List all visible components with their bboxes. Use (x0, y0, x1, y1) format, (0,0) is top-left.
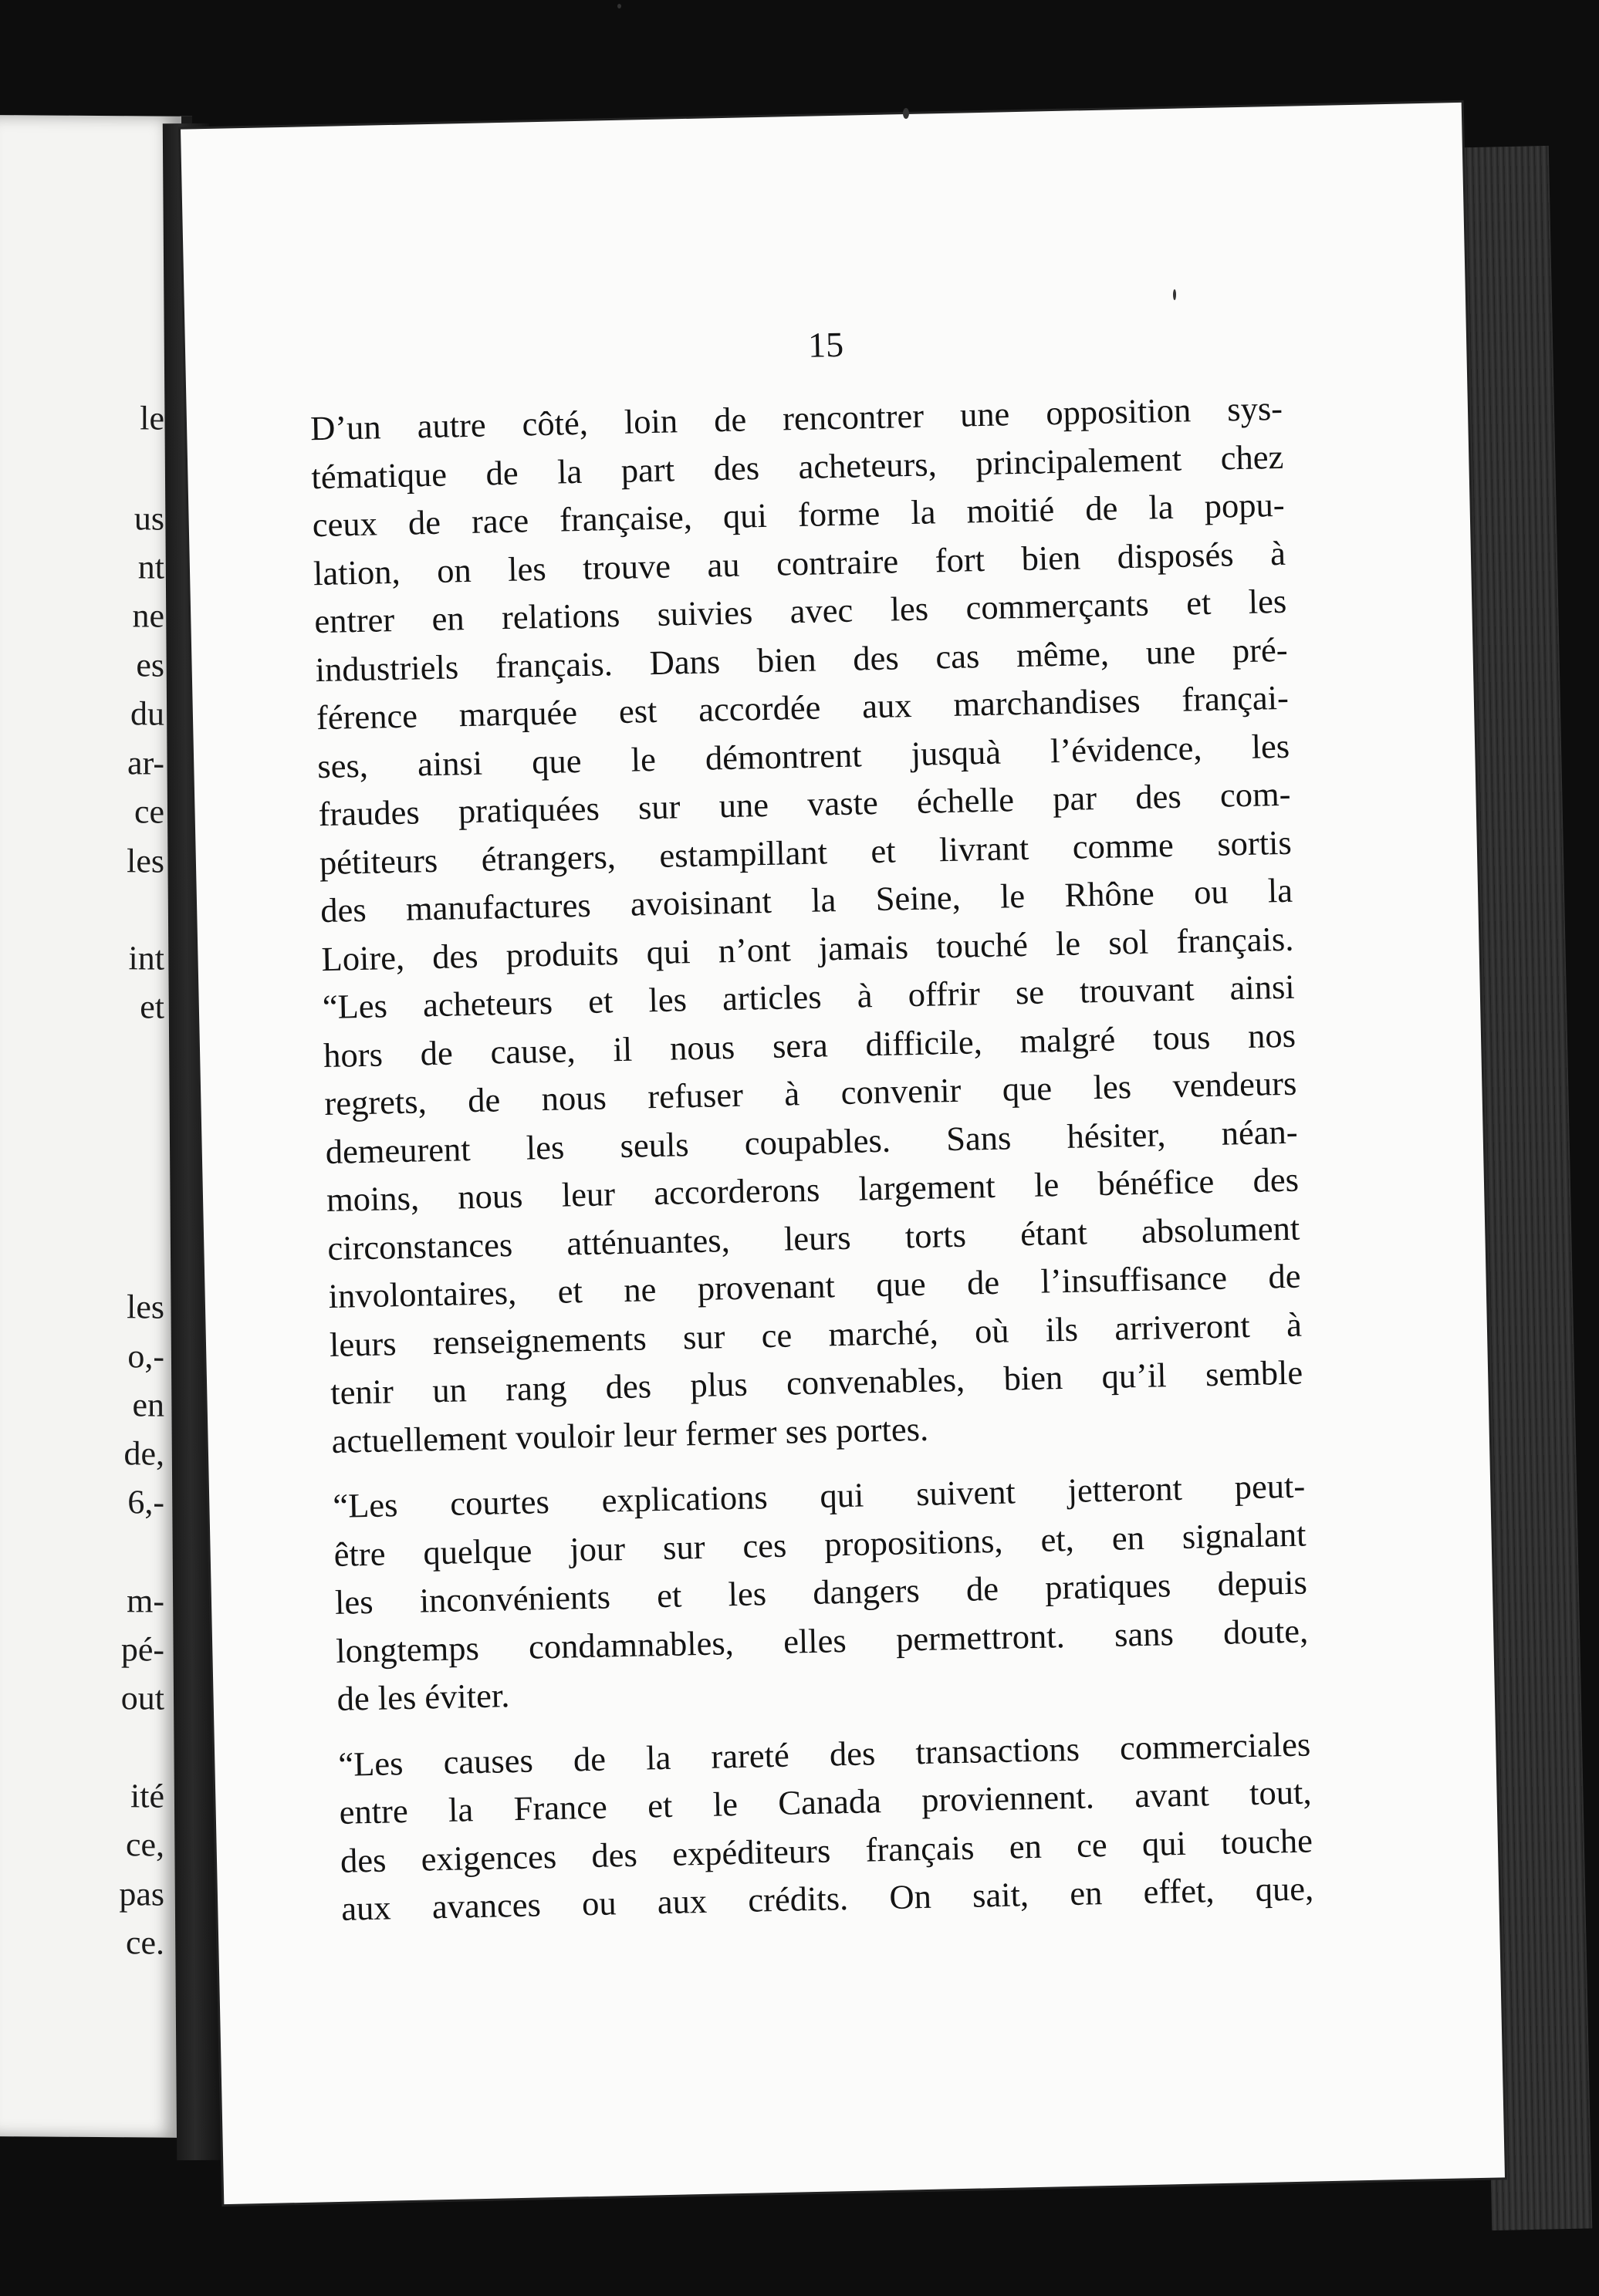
text-line: involontaires, et ne provenant que de l’insuffisance de (328, 1256, 1301, 1315)
previous-page-fragment: ar- (127, 744, 164, 782)
previous-page-fragment: int (128, 939, 164, 977)
text-line: “Les courtes explications qui suivent jetteront peut- (332, 1466, 1306, 1525)
previous-page-fragment: pé- (120, 1630, 164, 1669)
text-line: pétiteurs étrangers, estampillant et livrant comme sortis (319, 822, 1293, 882)
text-line: demeurent les seuls coupables. Sans hésiter, néan- (325, 1112, 1299, 1171)
text-line: de les éviter. (336, 1676, 510, 1718)
text-line: industriels français. Dans bien des cas même, une pré- (315, 630, 1288, 689)
text-line: leurs renseignements sur ce marché, où ils arriveront à (329, 1305, 1303, 1364)
text-line: longtemps condamnables, elles permettront. sans doute, (335, 1611, 1309, 1670)
previous-page-fragment: es (136, 646, 164, 684)
previous-page-fragment: m- (127, 1582, 164, 1620)
text-line: tématique de la part des acheteurs, principalement chez (310, 437, 1284, 496)
page-number: 15 (807, 324, 844, 365)
paragraph (338, 1720, 1314, 1933)
text-line: férence marquée est accordée aux marchandises françai- (316, 677, 1290, 738)
text-line: entrer en relations suivies avec les commerçants et les (313, 581, 1287, 641)
previous-page-fragment: le (140, 399, 164, 437)
previous-page-fragment: de, (123, 1434, 164, 1473)
text-line: tenir un rang des plus convenables, bien qu’il semble (330, 1352, 1303, 1412)
text-line: être quelque jour sur ces propositions, et, en signalant (333, 1514, 1307, 1574)
scan-speck (617, 4, 621, 8)
previous-page-fragment: ité (130, 1777, 164, 1815)
text-line: des exigences des expéditeurs français en ce qui touche (340, 1820, 1313, 1880)
previous-page-fragment: 6,- (127, 1483, 164, 1521)
text-line: entre la France et le Canada proviennent. avant tout, (339, 1772, 1312, 1832)
text-line: regrets, de nous refuser à convenir que les vendeurs (323, 1063, 1297, 1123)
previous-page-fragment: us (134, 499, 164, 538)
previous-page-fragment: ne (132, 596, 164, 635)
previous-page-fragment: et (140, 988, 164, 1026)
paragraph (333, 1462, 1310, 1724)
text-line: circonstances atténuantes, leurs torts étant absolument (326, 1208, 1300, 1268)
previous-page-fragment: o,- (127, 1337, 164, 1376)
previous-page-fragment: les (127, 1288, 164, 1326)
text-line: les inconvénients et les dangers de pratiques depuis (334, 1562, 1308, 1622)
text-line: ceux de race française, qui forme la moitié de la popu- (312, 485, 1286, 545)
paragraph (310, 384, 1294, 983)
text-line: lation, on les trouve au contraire fort bien disposés à (313, 533, 1286, 593)
previous-page-fragment: nt (137, 548, 164, 586)
previous-page-fragment: ce. (125, 1923, 164, 1962)
previous-page-edge (0, 115, 192, 2138)
text-line: Loire, des produits qui n’ont jamais touché le sol français. (321, 919, 1294, 978)
text-line: ses, ainsi que le démontrent jusquà l’évidence, les (316, 726, 1290, 785)
previous-page-fragment: ce, (125, 1825, 164, 1864)
text-line: “Les causes de la rareté des transactions commerciales (337, 1724, 1311, 1784)
text-line: “Les acheteurs et les articles à offrir se trouvant ainsi (322, 967, 1296, 1027)
text-line: aux avances ou aux crédits. On sait, en effet, que, (340, 1869, 1314, 1928)
scan-speck (903, 108, 909, 119)
previous-page-fragment: en (132, 1386, 164, 1424)
text-line: des manufactures avoisinant la Seine, le Rhône ou la (319, 870, 1293, 930)
text-line: hors de cause, il nous sera difficile, malgré tous nos (323, 1015, 1296, 1075)
book-page (181, 103, 1505, 2204)
previous-page-fragment: les (127, 842, 164, 880)
previous-page-fragment: du (130, 694, 164, 733)
text-line: actuellement vouloir leur fermer ses portes. (331, 1409, 929, 1460)
scan-speck (1173, 289, 1176, 300)
text-line: D’un autre côté, loin de rencontrer une opposition sys- (309, 388, 1283, 448)
previous-page-fragment: out (120, 1679, 164, 1717)
paragraph (322, 963, 1304, 1465)
previous-page-fragment: ce (134, 792, 164, 831)
previous-page-fragment: pas (119, 1875, 164, 1913)
page-body (310, 384, 1314, 1933)
text-line: fraudes pratiquées sur une vaste échelle par des com- (318, 774, 1291, 834)
text-line: moins, nous leur accorderons largement le bénéfice des (326, 1160, 1300, 1220)
